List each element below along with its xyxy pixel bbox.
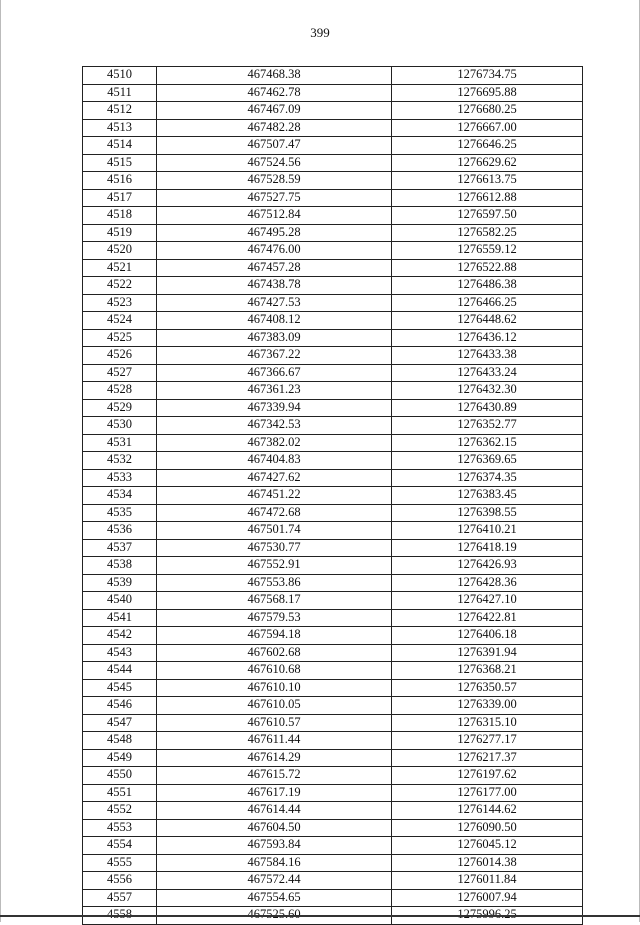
x-coordinate-cell: 467476.00: [157, 242, 392, 260]
y-coordinate-cell: 1276418.19: [392, 539, 583, 557]
point-id-cell: 4527: [83, 364, 157, 382]
point-id-cell: 4554: [83, 837, 157, 855]
coordinate-table-body: [83, 67, 583, 925]
table-row: [83, 487, 583, 505]
point-id-cell: 4539: [83, 574, 157, 592]
point-id-cell: 4519: [83, 224, 157, 242]
table-row: [83, 714, 583, 732]
table-row: [83, 242, 583, 260]
y-coordinate-cell: 1276217.37: [392, 749, 583, 767]
x-coordinate-cell: 467594.18: [157, 627, 392, 645]
y-coordinate-cell: 1276350.57: [392, 679, 583, 697]
y-coordinate-cell: 1276177.00: [392, 784, 583, 802]
x-coordinate-cell: 467572.44: [157, 872, 392, 890]
y-coordinate-cell: 1276090.50: [392, 819, 583, 837]
table-row: [83, 329, 583, 347]
x-coordinate-cell: 467457.28: [157, 259, 392, 277]
y-coordinate-cell: 1276436.12: [392, 329, 583, 347]
x-coordinate-cell: 467584.16: [157, 854, 392, 872]
x-coordinate-cell: 467553.86: [157, 574, 392, 592]
x-coordinate-cell: 467611.44: [157, 732, 392, 750]
point-id-cell: 4533: [83, 469, 157, 487]
x-coordinate-cell: 467367.22: [157, 347, 392, 365]
point-id-cell: 4521: [83, 259, 157, 277]
x-coordinate-cell: 467593.84: [157, 837, 392, 855]
y-coordinate-cell: 1276448.62: [392, 312, 583, 330]
table-row: [83, 784, 583, 802]
table-row: [83, 697, 583, 715]
x-coordinate-cell: 467467.09: [157, 102, 392, 120]
x-coordinate-cell: 467615.72: [157, 767, 392, 785]
table-row: [83, 399, 583, 417]
y-coordinate-cell: 1276667.00: [392, 119, 583, 137]
point-id-cell: 4515: [83, 154, 157, 172]
point-id-cell: 4516: [83, 172, 157, 190]
y-coordinate-cell: 1276007.94: [392, 889, 583, 907]
table-row: [83, 452, 583, 470]
table-row: [83, 767, 583, 785]
x-coordinate-cell: 467610.10: [157, 679, 392, 697]
page-left-edge: [0, 0, 1, 922]
point-id-cell: 4517: [83, 189, 157, 207]
table-row: [83, 154, 583, 172]
point-id-cell: 4538: [83, 557, 157, 575]
point-id-cell: 4545: [83, 679, 157, 697]
table-row: [83, 889, 583, 907]
x-coordinate-cell: 467462.78: [157, 84, 392, 102]
point-id-cell: 4514: [83, 137, 157, 155]
y-coordinate-cell: 1276362.15: [392, 434, 583, 452]
y-coordinate-cell: 1276613.75: [392, 172, 583, 190]
point-id-cell: 4536: [83, 522, 157, 540]
x-coordinate-cell: 467568.17: [157, 592, 392, 610]
y-coordinate-cell: 1276559.12: [392, 242, 583, 260]
x-coordinate-cell: 467408.12: [157, 312, 392, 330]
point-id-cell: 4553: [83, 819, 157, 837]
x-coordinate-cell: 467342.53: [157, 417, 392, 435]
table-row: [83, 504, 583, 522]
point-id-cell: 4513: [83, 119, 157, 137]
table-row: [83, 364, 583, 382]
table-row: [83, 137, 583, 155]
x-coordinate-cell: 467610.68: [157, 662, 392, 680]
point-id-cell: 4512: [83, 102, 157, 120]
y-coordinate-cell: 1276428.36: [392, 574, 583, 592]
point-id-cell: 4551: [83, 784, 157, 802]
table-row: [83, 224, 583, 242]
point-id-cell: 4550: [83, 767, 157, 785]
x-coordinate-cell: 467366.67: [157, 364, 392, 382]
table-row: [83, 172, 583, 190]
y-coordinate-cell: 1276369.65: [392, 452, 583, 470]
y-coordinate-cell: 1276144.62: [392, 802, 583, 820]
point-id-cell: 4534: [83, 487, 157, 505]
x-coordinate-cell: 467482.28: [157, 119, 392, 137]
table-row: [83, 277, 583, 295]
point-id-cell: 4543: [83, 644, 157, 662]
point-id-cell: 4532: [83, 452, 157, 470]
point-id-cell: 4537: [83, 539, 157, 557]
y-coordinate-cell: 1276734.75: [392, 67, 583, 85]
table-row: [83, 837, 583, 855]
y-coordinate-cell: 1276406.18: [392, 627, 583, 645]
x-coordinate-cell: 467495.28: [157, 224, 392, 242]
point-id-cell: 4552: [83, 802, 157, 820]
y-coordinate-cell: 1276427.10: [392, 592, 583, 610]
y-coordinate-cell: 1276612.88: [392, 189, 583, 207]
point-id-cell: 4510: [83, 67, 157, 85]
point-id-cell: 4546: [83, 697, 157, 715]
table-row: [83, 557, 583, 575]
point-id-cell: 4535: [83, 504, 157, 522]
table-row: [83, 854, 583, 872]
point-id-cell: 4548: [83, 732, 157, 750]
y-coordinate-cell: 1276597.50: [392, 207, 583, 225]
y-coordinate-cell: 1276014.38: [392, 854, 583, 872]
table-row: [83, 627, 583, 645]
bottom-rule: [0, 915, 640, 917]
point-id-cell: 4528: [83, 382, 157, 400]
y-coordinate-cell: 1276433.38: [392, 347, 583, 365]
x-coordinate-cell: 467501.74: [157, 522, 392, 540]
table-row: [83, 732, 583, 750]
x-coordinate-cell: 467507.47: [157, 137, 392, 155]
x-coordinate-cell: 467610.57: [157, 714, 392, 732]
point-id-cell: 4525: [83, 329, 157, 347]
point-id-cell: 4529: [83, 399, 157, 417]
y-coordinate-cell: 1276368.21: [392, 662, 583, 680]
point-id-cell: 4549: [83, 749, 157, 767]
y-coordinate-cell: 1276432.30: [392, 382, 583, 400]
table-row: [83, 434, 583, 452]
y-coordinate-cell: 1276197.62: [392, 767, 583, 785]
x-coordinate-cell: 467527.75: [157, 189, 392, 207]
y-coordinate-cell: 1276410.21: [392, 522, 583, 540]
x-coordinate-cell: 467472.68: [157, 504, 392, 522]
table-row: [83, 522, 583, 540]
point-id-cell: 4524: [83, 312, 157, 330]
x-coordinate-cell: 467610.05: [157, 697, 392, 715]
table-row: [83, 539, 583, 557]
table-row: [83, 802, 583, 820]
x-coordinate-cell: 467617.19: [157, 784, 392, 802]
y-coordinate-cell: 1276430.89: [392, 399, 583, 417]
table-row: [83, 819, 583, 837]
table-row: [83, 872, 583, 890]
point-id-cell: 4522: [83, 277, 157, 295]
point-id-cell: 4547: [83, 714, 157, 732]
point-id-cell: 4557: [83, 889, 157, 907]
y-coordinate-cell: 1276339.00: [392, 697, 583, 715]
x-coordinate-cell: 467382.02: [157, 434, 392, 452]
table-row: [83, 119, 583, 137]
y-coordinate-cell: 1276426.93: [392, 557, 583, 575]
x-coordinate-cell: 467427.53: [157, 294, 392, 312]
x-coordinate-cell: 467602.68: [157, 644, 392, 662]
table-row: [83, 679, 583, 697]
point-id-cell: 4520: [83, 242, 157, 260]
table-row: [83, 84, 583, 102]
y-coordinate-cell: 1276383.45: [392, 487, 583, 505]
y-coordinate-cell: 1276629.62: [392, 154, 583, 172]
point-id-cell: 4541: [83, 609, 157, 627]
point-id-cell: 4518: [83, 207, 157, 225]
y-coordinate-cell: 1276398.55: [392, 504, 583, 522]
y-coordinate-cell: 1276352.77: [392, 417, 583, 435]
table-row: [83, 312, 583, 330]
x-coordinate-cell: 467524.56: [157, 154, 392, 172]
table-row: [83, 574, 583, 592]
table-row: [83, 592, 583, 610]
point-id-cell: 4544: [83, 662, 157, 680]
page-number: 399: [310, 25, 330, 40]
y-coordinate-cell: 1276582.25: [392, 224, 583, 242]
x-coordinate-cell: 467468.38: [157, 67, 392, 85]
coordinate-table: [82, 66, 583, 925]
table-row: [83, 189, 583, 207]
x-coordinate-cell: 467361.23: [157, 382, 392, 400]
x-coordinate-cell: 467438.78: [157, 277, 392, 295]
point-id-cell: 4542: [83, 627, 157, 645]
table-row: [83, 469, 583, 487]
y-coordinate-cell: 1276486.38: [392, 277, 583, 295]
x-coordinate-cell: 467579.53: [157, 609, 392, 627]
y-coordinate-cell: 1276011.84: [392, 872, 583, 890]
point-id-cell: 4556: [83, 872, 157, 890]
point-id-cell: 4540: [83, 592, 157, 610]
y-coordinate-cell: 1276466.25: [392, 294, 583, 312]
table-row: [83, 294, 583, 312]
y-coordinate-cell: 1276045.12: [392, 837, 583, 855]
table-row: [83, 609, 583, 627]
x-coordinate-cell: 467604.50: [157, 819, 392, 837]
y-coordinate-cell: 1276391.94: [392, 644, 583, 662]
y-coordinate-cell: 1276646.25: [392, 137, 583, 155]
y-coordinate-cell: 1276315.10: [392, 714, 583, 732]
table-row: [83, 102, 583, 120]
point-id-cell: 4526: [83, 347, 157, 365]
y-coordinate-cell: 1276522.88: [392, 259, 583, 277]
table-row: [83, 207, 583, 225]
point-id-cell: 4511: [83, 84, 157, 102]
x-coordinate-cell: 467614.44: [157, 802, 392, 820]
point-id-cell: 4555: [83, 854, 157, 872]
table-row: [83, 347, 583, 365]
table-row: [83, 382, 583, 400]
x-coordinate-cell: 467383.09: [157, 329, 392, 347]
x-coordinate-cell: 467528.59: [157, 172, 392, 190]
x-coordinate-cell: 467614.29: [157, 749, 392, 767]
point-id-cell: 4523: [83, 294, 157, 312]
y-coordinate-cell: 1276680.25: [392, 102, 583, 120]
x-coordinate-cell: 467427.62: [157, 469, 392, 487]
table-row: [83, 417, 583, 435]
y-coordinate-cell: 1276277.17: [392, 732, 583, 750]
x-coordinate-cell: 467530.77: [157, 539, 392, 557]
y-coordinate-cell: 1276695.88: [392, 84, 583, 102]
x-coordinate-cell: 467552.91: [157, 557, 392, 575]
table-row: [83, 644, 583, 662]
x-coordinate-cell: 467554.65: [157, 889, 392, 907]
y-coordinate-cell: 1276433.24: [392, 364, 583, 382]
x-coordinate-cell: 467339.94: [157, 399, 392, 417]
x-coordinate-cell: 467512.84: [157, 207, 392, 225]
table-row: [83, 67, 583, 85]
point-id-cell: 4531: [83, 434, 157, 452]
x-coordinate-cell: 467404.83: [157, 452, 392, 470]
point-id-cell: 4530: [83, 417, 157, 435]
y-coordinate-cell: 1276374.35: [392, 469, 583, 487]
table-row: [83, 749, 583, 767]
y-coordinate-cell: 1276422.81: [392, 609, 583, 627]
x-coordinate-cell: 467451.22: [157, 487, 392, 505]
table-row: [83, 259, 583, 277]
table-row: [83, 662, 583, 680]
